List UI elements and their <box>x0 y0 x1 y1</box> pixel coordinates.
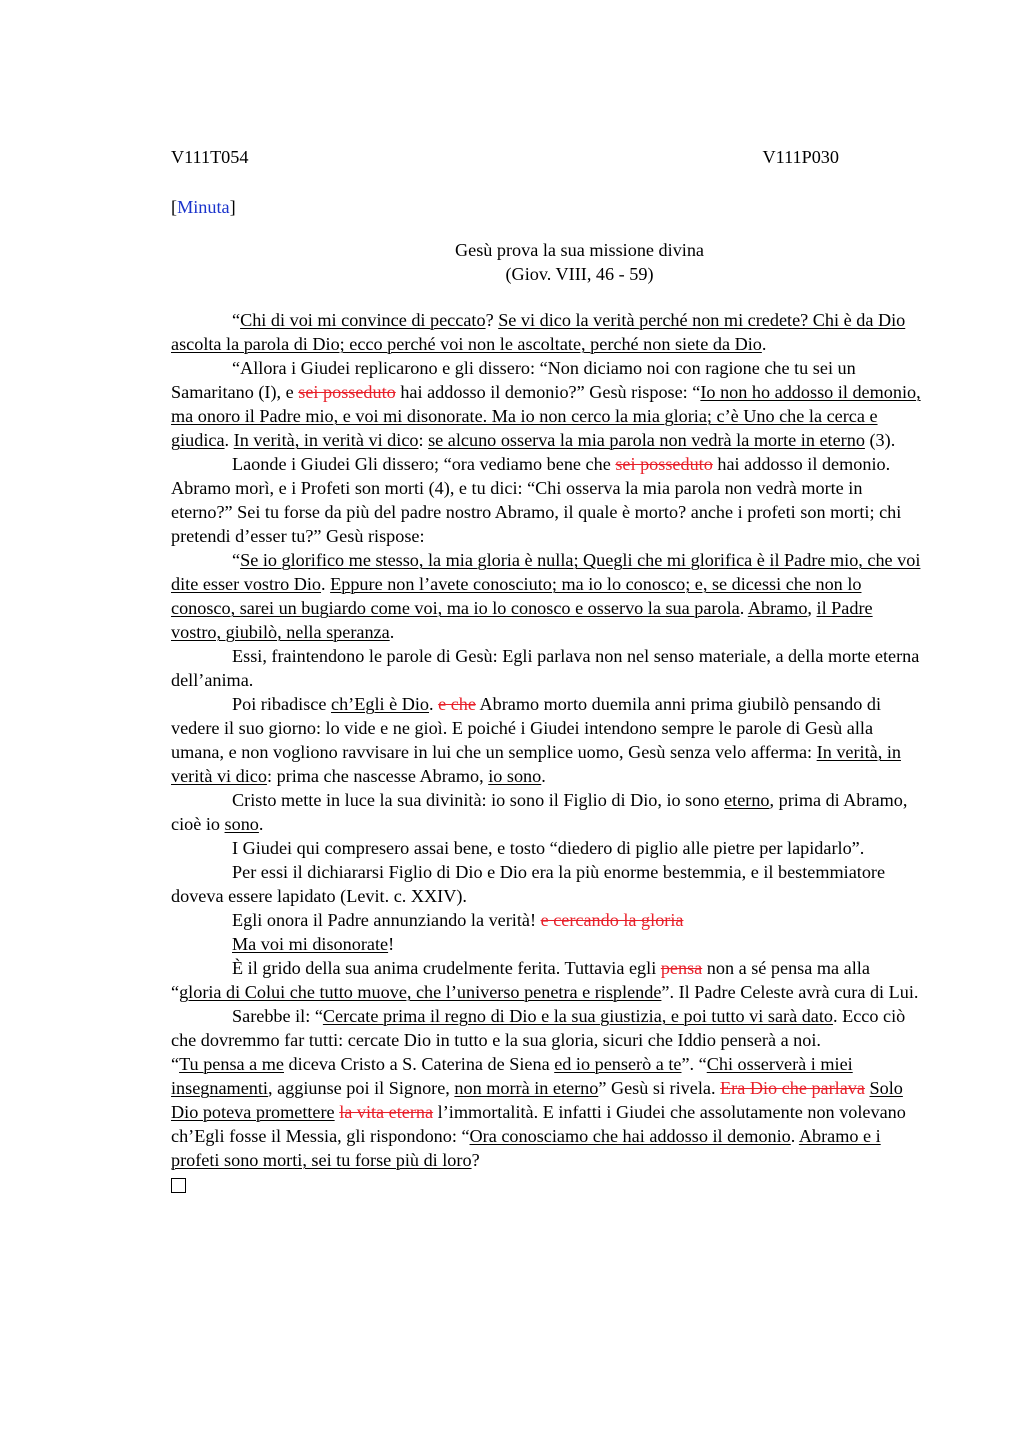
struck-text: sei posseduto <box>298 382 396 402</box>
text: . <box>739 598 748 618</box>
underlined-text: eterno <box>724 790 770 810</box>
paragraph-1 <box>171 308 923 356</box>
text: ! <box>388 934 395 954</box>
text: . <box>761 334 767 354</box>
text: Per essi il dichiararsi Figlio di Dio e Dio era la più enorme bestemmia, e il bestemmiatore doveva essere lapidato (Levit. c. XXIV). <box>171 862 886 906</box>
struck-text: pensa <box>660 958 703 978</box>
bracket-open: [ <box>171 197 178 217</box>
text: Egli onora il Padre annunziando la verità! <box>232 910 541 930</box>
paragraph-12 <box>171 956 923 1004</box>
document-code-left: V111T054 <box>171 147 249 167</box>
paragraph-11 <box>171 932 923 956</box>
struck-text: e che <box>438 694 476 714</box>
paragraph-13 <box>171 1004 923 1052</box>
title-line-1: Gesù prova la sua missione divina <box>454 240 705 260</box>
struck-text: la vita eterna <box>339 1102 434 1122</box>
struck-text: e cercando la gloria <box>540 910 684 930</box>
text: “ <box>232 550 241 570</box>
end-square-icon <box>171 1172 923 1199</box>
text: , <box>807 598 817 618</box>
underlined-text: In verità, in verità vi dico <box>171 742 901 786</box>
text: hai addosso il demonio?” Gesù rispose: “ <box>395 382 701 402</box>
underlined-text: ch’Egli è Dio <box>331 694 429 714</box>
text: Cristo mette in luce la sua divinità: io sono il Figlio di Dio, io sono <box>232 790 725 810</box>
text: ”. “ <box>681 1054 707 1074</box>
underlined-text: In verità, in verità vi dico <box>233 430 419 450</box>
text: diceva Cristo a S. Caterina de Siena <box>284 1054 555 1074</box>
title-line-2: (Giov. VIII, 46 - 59) <box>505 264 654 284</box>
text: . <box>321 574 331 594</box>
document-body <box>171 308 923 1199</box>
paragraph-3 <box>171 452 923 548</box>
text: “Allora i Giudei replicarono e gli dissero: “Non diciamo noi con ragione che tu sei un Samaritano (I), e <box>171 358 856 402</box>
text: Sarebbe il: “ <box>232 1006 323 1026</box>
text: ”. Il Padre Celeste avrà cura di Lui. <box>661 982 919 1002</box>
text: . <box>429 694 439 714</box>
bracket-close: ] <box>229 197 236 217</box>
paragraph-2 <box>171 356 923 452</box>
text: Poi ribadisce <box>232 694 332 714</box>
text: . <box>258 814 264 834</box>
paragraph-7 <box>171 788 923 836</box>
underlined-text: Ma voi mi disonorate <box>232 934 389 954</box>
document-title <box>171 238 923 286</box>
underlined-text: Chi di voi mi convince di peccato <box>240 310 486 330</box>
underlined-text: Se io glorifico me stesso, la mia gloria è nulla; Quegli che mi glorifica è il Padre mio, che voi dite esser vostro Dio <box>171 550 921 594</box>
paragraph-8 <box>171 836 923 860</box>
document-code-right: V111P030 <box>762 147 839 167</box>
underlined-text: Eppure non l’avete conosciuto; ma io lo conosco; e, se dicessi che non lo conosco, sarei un bugiardo come voi, ma io lo conosco e osservo la sua parola <box>171 574 862 618</box>
text: “ <box>232 310 241 330</box>
underlined-text: gloria di Colui che tutto muove, che l’universo penetra e risplende <box>179 982 662 1002</box>
text: I Giudei qui compresero assai bene, e tosto “diedero di piglio alle pietre per lapidarlo”. <box>232 838 865 858</box>
text: È il grido della sua anima crudelmente ferita. Tuttavia egli <box>232 958 661 978</box>
document-page <box>171 145 923 1199</box>
underlined-text: Chi osserverà i miei insegnamenti <box>171 1054 853 1098</box>
text: ” Gesù si rivela. <box>598 1078 721 1098</box>
struck-text: sei posseduto <box>615 454 713 474</box>
document-type-label <box>171 195 923 219</box>
underlined-text: Se vi dico la verità perché non mi credete? Chi è da Dio ascolta la parola di Dio; ecco perché voi non le ascoltate, perché non siete da Dio <box>171 310 906 354</box>
struck-text: Era Dio che parlava <box>720 1078 865 1098</box>
text: ? <box>485 310 499 330</box>
text: Abramo morto duemila anni prima giubilò pensando di vedere il suo giorno: lo vide e ne gioì. E poiché i Giudei intendono sempre le parole di Gesù alla umana, e non vogliono ravvisare in lui che un semplice uomo, Gesù senza velo afferma: <box>171 694 882 762</box>
paragraph-9 <box>171 860 923 908</box>
minuta-label: Minuta <box>177 197 230 217</box>
paragraph-14 <box>171 1052 923 1172</box>
underlined-text: sono <box>224 814 259 834</box>
text: . Ecco ciò che dovremmo far tutti: cercate Dio in tutto e la sua gloria, sicuri che Iddio penserà a noi. <box>171 1006 906 1050</box>
paragraph-4 <box>171 548 923 644</box>
text: non a sé pensa ma alla “ <box>171 958 870 1002</box>
text: : <box>418 430 429 450</box>
text: ? <box>471 1150 480 1170</box>
underlined-text: io sono <box>488 766 542 786</box>
underlined-text: Abramo e i profeti sono morti, sei tu forse più di loro <box>171 1126 881 1170</box>
text: Essi, fraintendono le parole di Gesù: Egli parlava non nel senso materiale, a della morte eterna dell’anima. <box>171 646 920 690</box>
underlined-text: ed io penserò a te <box>554 1054 682 1074</box>
paragraph-5 <box>171 644 923 692</box>
text: , prima di Abramo, cioè io <box>171 790 908 834</box>
text: (3). <box>864 430 896 450</box>
text: l’immortalità. E infatti i Giudei che assolutamente non volevano ch’Egli fosse il Messia, gli rispondono: “ <box>171 1102 906 1146</box>
underlined-text: non morrà in eterno <box>454 1078 599 1098</box>
text: . <box>224 430 234 450</box>
text: . <box>790 1126 799 1146</box>
paragraph-10 <box>171 908 923 932</box>
underlined-text: Tu pensa a me <box>179 1054 284 1074</box>
text: Laonde i Giudei Gli dissero; “ora vediamo bene che <box>232 454 616 474</box>
underlined-text: Cercate prima il regno di Dio e la sua giustizia, e poi tutto vi sarà dato <box>322 1006 834 1026</box>
text: . <box>389 622 395 642</box>
paragraph-6 <box>171 692 923 788</box>
underlined-text: se alcuno osserva la mia parola non vedrà la morte in eterno <box>428 430 865 450</box>
text: , aggiunse poi il Signore, <box>267 1078 455 1098</box>
underlined-text: Io non ho addosso il demonio, ma onoro il Padre mio, e voi mi disonorate. Ma io non cerco la mia gloria; c’è Uno che la cerca e giudica <box>171 382 921 450</box>
underlined-text: Ora conosciamo che hai addosso il demonio <box>469 1126 791 1146</box>
text: . <box>541 766 546 786</box>
text: “ <box>171 1054 180 1074</box>
underlined-text: il Padre vostro, giubilò, nella speranza <box>171 598 873 642</box>
underlined-text: Abramo <box>747 598 808 618</box>
underlined-text: Solo Dio poteva promettere <box>171 1078 903 1122</box>
document-header <box>171 145 839 169</box>
text: hai addosso il demonio. Abramo morì, e i Profeti son morti (4), e tu dici: “Chi osserva la mia parola non vedrà morte in eterno?” Sei tu forse da più del padre nostro Abramo, il quale è morto? anche i profeti son morti; chi pretendi d’esser tu?” Gesù rispose: <box>171 454 902 546</box>
text: : prima che nascesse Abramo, <box>266 766 489 786</box>
